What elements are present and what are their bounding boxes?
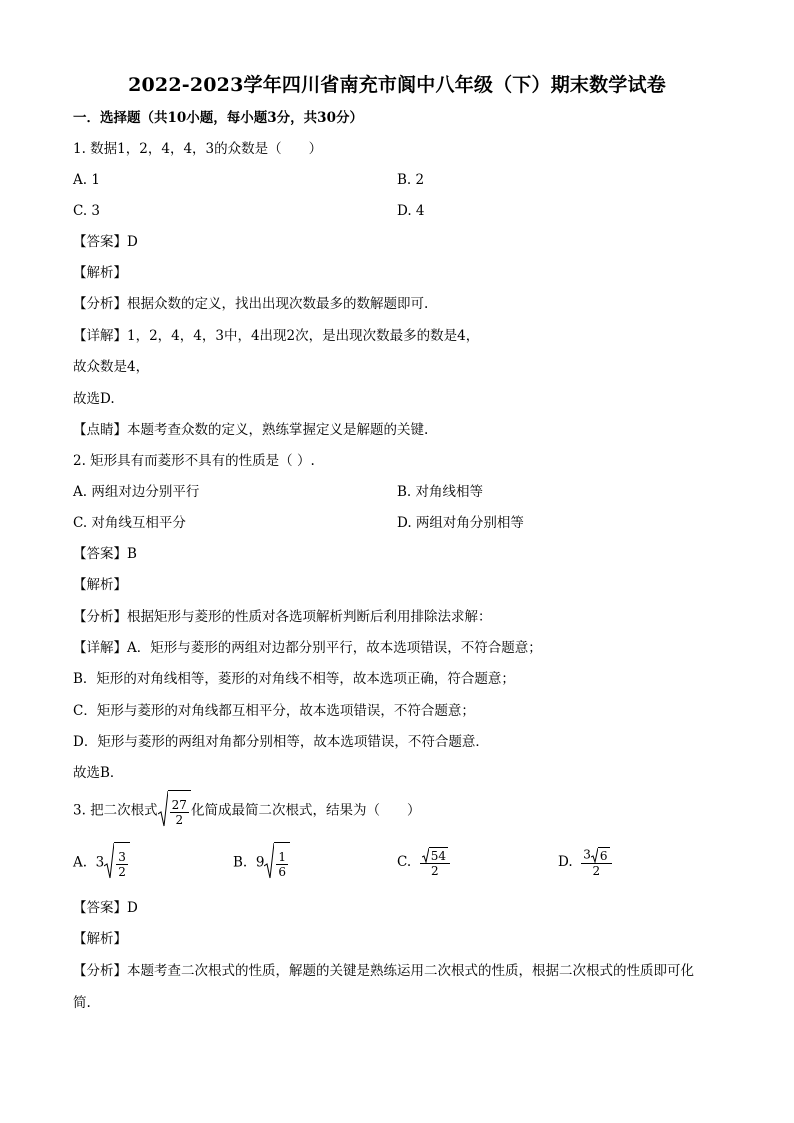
q1-detail-line-2: 故众数是4，	[73, 359, 150, 375]
q3-option-d-label: D.	[558, 854, 573, 870]
q3-option-c-denominator: 2	[431, 864, 439, 878]
question-1-stem: 1. 数据1，2，4，4，3的众数是（ ）	[73, 141, 323, 157]
radical-sign-icon	[422, 847, 429, 863]
q1-analysis-label: 【解析】	[73, 265, 127, 281]
q2-conclusion: 故选B．	[73, 765, 124, 781]
q2-analysis: 【分析】根据矩形与菱形的性质对各选项解析判断后利用排除法求解：	[73, 609, 492, 625]
q1-option-d: D. 4	[397, 203, 425, 219]
q3-option-c-radicand: 54	[430, 849, 447, 863]
q3-answer: 【答案】D	[73, 900, 138, 916]
q3-stem-radical	[158, 790, 191, 832]
q3-option-c-fraction	[420, 847, 450, 878]
q2-option-a: A. 两组对边分别平行	[73, 484, 200, 500]
q3-stem-denominator: 2	[175, 813, 184, 827]
q2-option-c: C. 对角线互相平分	[73, 515, 186, 531]
q1-option-a: A. 1	[73, 172, 100, 188]
q3-option-a-label: A.	[73, 854, 88, 871]
q3-option-b-coef: 9	[255, 854, 265, 871]
q1-comment: 【点睛】本题考查众数的定义，熟练掌握定义是解题的关键.	[73, 422, 429, 438]
q1-analysis: 【分析】根据众数的定义，找出出现次数最多的数解题即可.	[73, 296, 429, 312]
q3-option-b-denominator: 6	[278, 865, 287, 879]
q3-option-b-radical	[264, 842, 290, 884]
q3-stem-suffix: 化简成最简二次根式，结果为（ ）	[190, 802, 421, 819]
q2-option-d: D. 两组对角分别相等	[397, 515, 524, 531]
radical-sign-icon	[104, 842, 114, 880]
q3-option-c-radical	[422, 847, 448, 863]
q1-answer: 【答案】D	[73, 234, 138, 250]
q2-option-b: B. 对角线相等	[397, 484, 484, 500]
q2-detail-c: C．矩形与菱形的对角线都互相平分，故本选项错误，不符合题意；	[73, 703, 475, 719]
q3-option-a-radical	[104, 842, 130, 884]
q3-option-c	[397, 842, 450, 882]
q2-answer: 【答案】B	[73, 546, 137, 562]
q2-detail-b: B．矩形的对角线相等，菱形的对角线不相等，故本选项正确，符合题意；	[73, 671, 515, 687]
q3-option-b-label: B.	[233, 854, 248, 871]
question-2-stem: 2. 矩形具有而菱形不具有的性质是（ ）.	[73, 453, 315, 469]
q3-option-c-label: C.	[397, 854, 412, 870]
q3-option-d-fraction	[581, 847, 611, 878]
q3-option-a-denominator: 2	[118, 865, 126, 879]
q2-detail: 【详解】A．矩形与菱形的两组对边都分别平行，故本选项错误，不符合题意；	[73, 640, 542, 656]
q3-option-a-coef: 3	[95, 854, 105, 871]
q3-option-b-numerator: 1	[278, 850, 287, 864]
q3-analysis-line-2: 简.	[73, 995, 91, 1011]
q3-option-d-radicand: 6	[599, 849, 608, 863]
q1-detail: 【详解】1，2，4，4，3中，4出现2次，是出现次数最多的数是4，	[73, 328, 480, 344]
q3-option-d-coef: 3	[583, 847, 591, 862]
question-3-stem	[73, 790, 420, 832]
q3-option-a	[73, 842, 130, 884]
q3-option-d-denominator: 2	[592, 864, 601, 878]
q2-detail-d: D．矩形与菱形的两组对角都分别相等，故本选项错误，不符合题意．	[73, 734, 489, 750]
radical-sign-icon	[264, 842, 274, 880]
q1-option-c: C. 3	[73, 203, 101, 219]
section-heading: 一．选择题（共10小题，每小题3分，共30分）	[73, 110, 363, 126]
page-title: 2022-2023学年四川省南充市阆中八年级（下）期末数学试卷	[128, 74, 666, 96]
q3-option-d	[558, 842, 612, 882]
radical-sign-icon	[158, 790, 168, 828]
q1-detail-line-3: 故选D.	[73, 391, 115, 407]
q3-analysis-label: 【解析】	[73, 931, 127, 947]
q3-stem-numerator: 27	[171, 798, 187, 812]
q3-analysis: 【分析】本题考查二次根式的性质，解题的关键是熟练运用二次根式的性质，根据二次根式的性质即可化	[73, 963, 694, 979]
q2-analysis-label: 【解析】	[73, 577, 127, 593]
q3-option-a-numerator: 3	[118, 850, 126, 864]
q3-stem-prefix: 3. 把二次根式	[73, 802, 158, 819]
q3-option-b	[233, 842, 290, 884]
q1-option-b: B. 2	[397, 172, 425, 188]
q3-option-d-radical	[591, 847, 610, 863]
radical-sign-icon	[591, 847, 598, 863]
